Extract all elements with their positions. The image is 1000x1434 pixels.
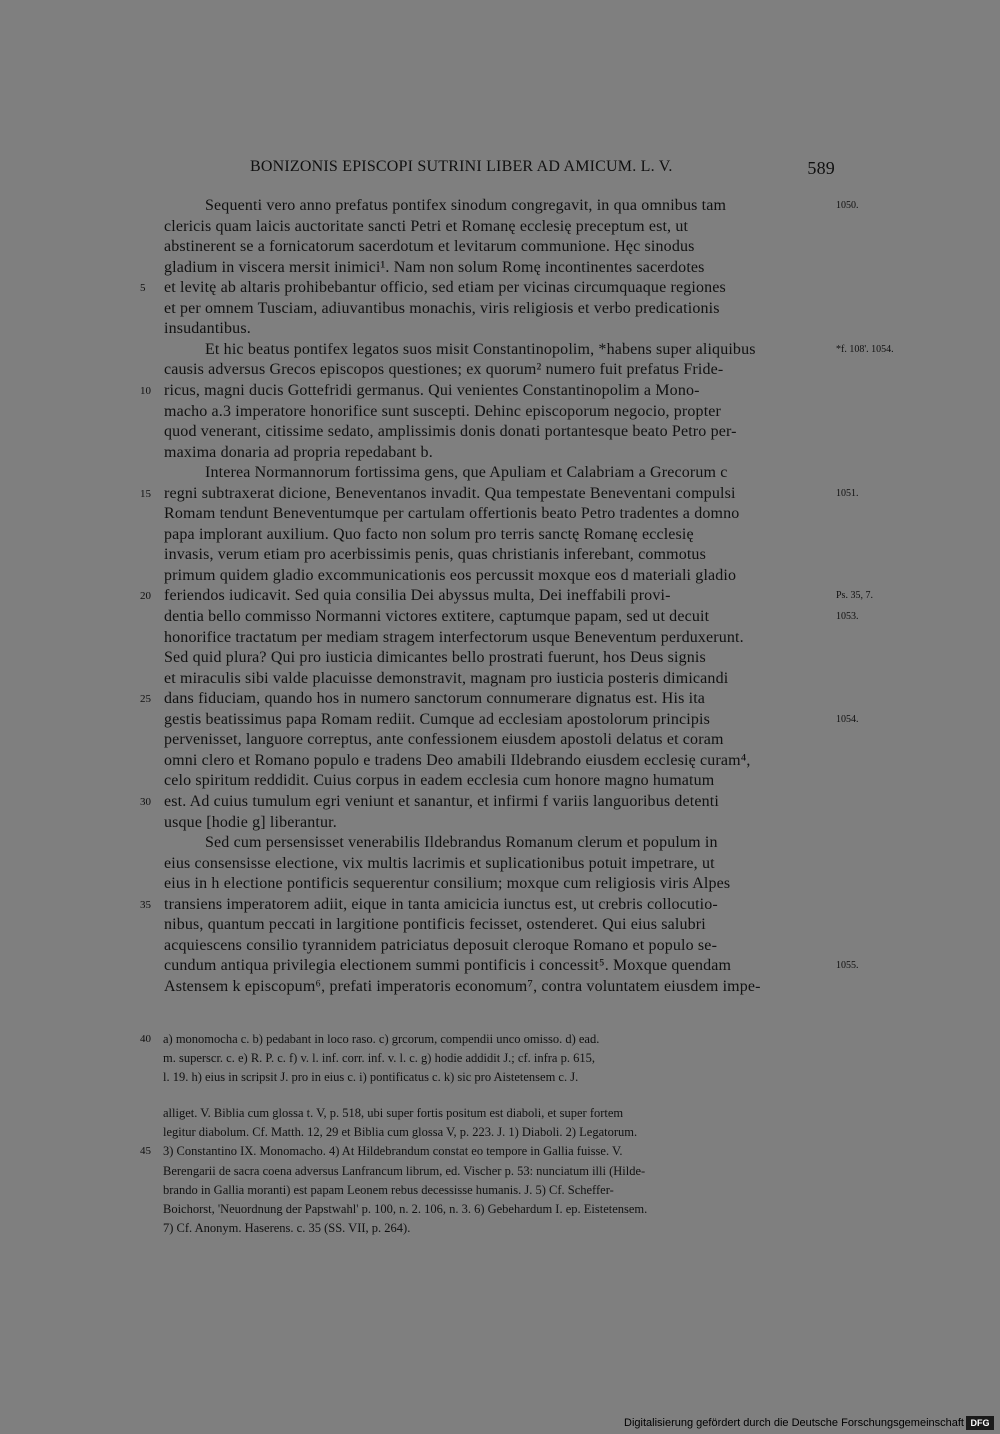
- line-number: 45: [140, 1145, 151, 1157]
- text-line: omni clero et Romano populo e tradens Deo amabili Ildebrando eiusdem ecclesię curam⁴,: [164, 752, 751, 769]
- text-line: Astensem k episcopum⁶, prefati imperatoris economum⁷, contra voluntatem eiusdem impe-: [164, 978, 761, 995]
- margin-note: 1050.: [836, 200, 859, 211]
- text-line: clericis quam laicis auctoritate sancti Petri et Romanę ecclesię preceptum est, ut: [164, 218, 689, 235]
- margin-note: 1053.: [836, 611, 859, 622]
- page-number: 589: [807, 158, 835, 178]
- text-line: honorifice tractatum per mediam stragem interfectorum usque Beneventum perduxerunt.: [164, 629, 744, 646]
- footnote-line: legitur diabolum. Cf. Matth. 12, 29 et Biblia cum glossa V, p. 223. J. 1) Diaboli. 2) Legatorum.: [163, 1125, 638, 1139]
- footnote-line: brando in Gallia moranti) est papam Leonem rebus decessisse humanis. J. 5) Cf. Scheffer-: [163, 1183, 614, 1197]
- text-line: papa implorant auxilium. Quo facto non solum pro terris sanctę Romanę ecclesię: [164, 526, 694, 543]
- text-line: feriendos iudicavit. Sed quia consilia Dei abyssus multa, Dei ineffabili provi-: [164, 587, 671, 604]
- line-number: 15: [140, 488, 151, 500]
- footnote-line: a) monomocha c. b) pedabant in loco raso. c) grcorum, compendii unco omisso. d) ead.: [163, 1032, 600, 1046]
- text-line: eius consensisse electione, vix multis lacrimis et suplicationibus potuit impetrare, ut: [164, 855, 715, 872]
- text-line: et miraculis sibi valde placuisse demonstravit, magnam pro iusticia posteris dimicandi: [164, 670, 729, 687]
- text-line: abstinerent se a fornicatorum sacerdotum et levitarum communione. Hęc sinodus: [164, 238, 695, 255]
- footnote-line: m. superscr. c. e) R. P. c. f) v. l. inf. corr. inf. v. l. c. g) hodie addidit J.; cf. infra p. 615,: [163, 1051, 595, 1065]
- margin-note: 1055.: [836, 960, 859, 971]
- text-line: Sequenti vero anno prefatus pontifex sinodum congregavit, in qua omnibus tam: [205, 197, 727, 214]
- text-line: quod venerant, citissime sedato, amplissimis donis donati portantesque beato Petro per-: [164, 423, 737, 440]
- text-line: cundum antiqua privilegia electionem summi pontificis i concessit⁵. Moxque quendam: [164, 957, 732, 974]
- text-line: et levitę ab altaris prohibebantur officio, sed etiam per vicinas circumquaque regiones: [164, 279, 726, 296]
- text-line: Et hic beatus pontifex legatos suos misit Constantinopolim, *habens super aliquibus: [205, 341, 756, 358]
- text-line: pervenisset, languore correptus, ante confessionem eiusdem apostoli delatus et coram: [164, 731, 724, 748]
- line-number: 40: [140, 1033, 151, 1045]
- footnote-line: l. 19. h) eius in scripsit J. pro in eius c. i) pontificatus c. k) sic pro Aistetensem c. J.: [163, 1070, 579, 1084]
- text-line: regni subtraxerat dicione, Beneventanos invadit. Qua tempestate Beneventani compulsi: [164, 485, 736, 502]
- footnote-line: 3) Constantino IX. Monomacho. 4) At Hildebrandum constat eo tempore in Gallia fuisse. V.: [163, 1144, 623, 1158]
- digitization-credit: [624, 1412, 1000, 1434]
- text-line: dans fiduciam, quando hos in numero sanctorum connumerare dignatus est. His ita: [164, 690, 706, 707]
- text-line: transiens imperatorem adiit, eique in tanta amicicia iunctus est, ut crebris collocutio-: [164, 896, 718, 913]
- footnote-line: alliget. V. Biblia cum glossa t. V, p. 518, ubi super fortis positum est diaboli, et super fortem: [163, 1106, 624, 1120]
- text-line: Interea Normannorum fortissima gens, que Apuliam et Calabriam a Grecorum c: [205, 464, 728, 481]
- running-title: BONIZONIS EPISCOPI SUTRINI LIBER AD AMICUM. L. V.: [250, 158, 673, 175]
- text-line: nibus, quantum peccati in largitione pontificis fecisset, ostenderet. Qui eius salubri: [164, 916, 706, 933]
- footnote-line: 7) Cf. Anonym. Haserens. c. 35 (SS. VII, p. 264).: [163, 1221, 411, 1235]
- text-line: primum quidem gladio excommunicationis eos percussit moxque eos d materiali gladio: [164, 567, 737, 584]
- text-line: eius in h electione pontificis sequerentur consilium; moxque cum religiosis viris Alpes: [164, 875, 731, 892]
- text-line: celo spiritum reddidit. Cuius corpus in eadem ecclesia cum honore magno humatum: [164, 772, 715, 789]
- text-line: dentia bello commisso Normanni victores extitere, captumque papam, sed ut decuit: [164, 608, 710, 625]
- text-line: gladium in viscera mersit inimici¹. Nam non solum Romę incontinentes sacerdotes: [164, 259, 705, 276]
- line-number: 25: [140, 693, 151, 705]
- line-number: 10: [140, 385, 151, 397]
- text-line: usque [hodie g] liberantur.: [164, 814, 337, 831]
- text-line: acquiescens consilio tyrannidem patriciatus deposuit cleroque Romano et populo se-: [164, 937, 718, 954]
- text-line: Sed cum persensisset venerabilis Ildebrandus Romanum clerum et populum in: [205, 834, 718, 851]
- line-number: 35: [140, 899, 151, 911]
- text-line: insudantibus.: [164, 320, 251, 337]
- credit-text: Digitalisierung gefördert durch die Deutsche Forschungsgemeinschaft: [624, 1417, 964, 1429]
- text-line: est. Ad cuius tumulum egri veniunt et sanantur, et infirmi f variis languoribus detenti: [164, 793, 719, 810]
- line-number: 30: [140, 796, 151, 808]
- text-line: invasis, verum etiam pro acerbissimis penis, quas christianis inferebant, commotus: [164, 546, 706, 563]
- text-line: causis adversus Grecos episcopos questiones; ex quorum² numero fuit prefatus Fride-: [164, 361, 724, 378]
- margin-note: Ps. 35, 7.: [836, 590, 873, 601]
- line-number: 5: [140, 282, 146, 294]
- text-line: gestis beatissimus papa Romam rediit. Cumque ad ecclesiam apostolorum principis: [164, 711, 710, 728]
- margin-note: 1054.: [836, 714, 859, 725]
- margin-note: 1051.: [836, 488, 859, 499]
- text-line: Sed quid plura? Qui pro iusticia dimicantes bello prostrati fuerunt, hos Deus signis: [164, 649, 706, 666]
- dfg-logo: DFG: [966, 1416, 994, 1430]
- margin-note: *f. 108'. 1054.: [836, 344, 894, 355]
- running-header: [250, 158, 835, 176]
- footnote-line: Berengarii de sacra coena adversus Lanfrancum librum, ed. Vischer p. 53: nunciatum illi (Hilde-: [163, 1164, 646, 1178]
- text-line: macho a.3 imperatore honorifice sunt suscepti. Dehinc episcoporum negocio, propter: [164, 403, 722, 420]
- text-line: et per omnem Tusciam, adiuvantibus monachis, viris religiosis et verbo predicationis: [164, 300, 720, 317]
- line-number: 20: [140, 590, 151, 602]
- text-line: ricus, magni ducis Gottefridi germanus. Qui venientes Constantinopolim a Mono-: [164, 382, 700, 399]
- footnote-line: Boichorst, 'Neuordnung der Papstwahl' p. 100, n. 2. 106, n. 3. 6) Gebehardum I. ep. Eistetensem.: [163, 1202, 648, 1216]
- text-line: Romam tendunt Beneventumque per cartulam offertionis beato Petro tradentes a domno: [164, 505, 740, 522]
- text-line: maxima donaria ad propria repedabant b.: [164, 444, 433, 461]
